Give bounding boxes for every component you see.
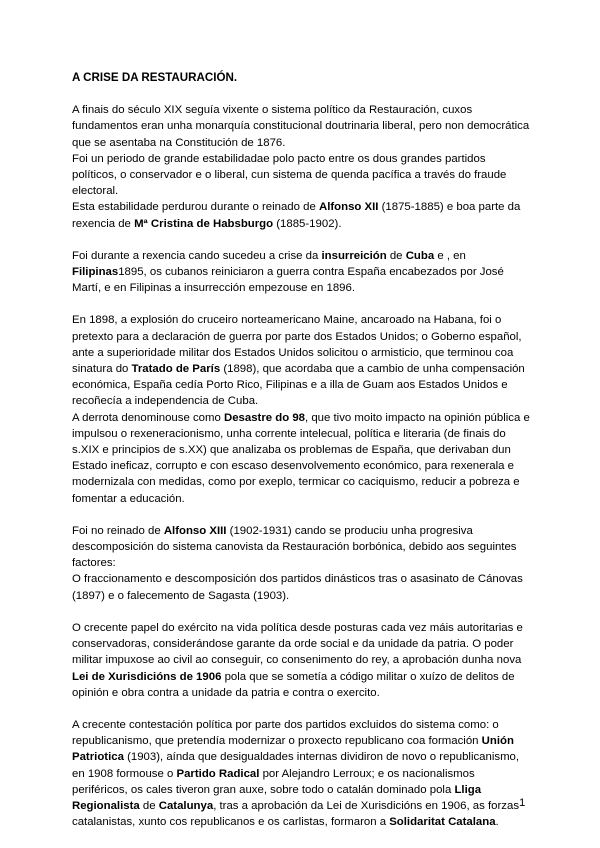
- bold-term: Cuba: [405, 249, 435, 262]
- paragraph-line: Foi un periodo de grande estabilidadae polo pacto entre os dous grandes partidos políticos, o conservador e o liberal, cun sistema de quenda pacífica a través do fraude electoral.: [72, 152, 507, 198]
- paragraph: [72, 523, 532, 604]
- paragraph-line: [72, 312, 532, 409]
- text-run: (1903), aínda que desigualdades internas dividiron de novo o republicanismo, en 1908 formouse o: [72, 751, 520, 780]
- page-number: 1: [519, 797, 526, 809]
- bold-term: Filipinas: [72, 266, 119, 279]
- text-run: Foi durante a rexencia cando sucedeu a crise da: [72, 249, 322, 262]
- document-body: [72, 70, 532, 846]
- bold-term: Partido Radical: [176, 767, 260, 780]
- text-run: , que tivo moito impacto na opinión pública e impulsou o rexeneracionismo, unha corrente intelecual, política e literaria (de finais do s.XIX e principios de s.XX) que analizaba os problemas de España, que derivaban dun Estado ineficaz, corrupto e con escaso desenvolvemento económico, para rexenerala e modernizala con medidas, como por exeplo, termicar co caciquismo, reducir a pobreza e fomentar a educación.: [72, 411, 530, 505]
- text-run: A derrota denominouse como: [72, 411, 224, 424]
- text-run: Esta estabilidade perdurou durante o reinado de: [72, 201, 319, 214]
- bold-term: Lliga Regionalista: [72, 783, 482, 812]
- paragraph-line: [72, 248, 532, 297]
- text-run: de: [386, 249, 406, 262]
- bold-term: Alfonso XIII: [163, 524, 227, 537]
- bold-term: Solidaritat Catalana: [389, 816, 496, 829]
- paragraph-line: [72, 410, 532, 507]
- paragraph: [72, 717, 532, 830]
- text-run: (1902-1931) cando se produciu unha progresiva descomposición do sistema canovista da Restauración borbónica, debido aos seguintes factores:: [72, 524, 517, 570]
- text-run: En 1898, a explosión do cruceiro norteamericano Maine, ancaroado na Habana, foi o pretexto para a declaración de guerra por parte dos Estados Unidos; o Goberno español, ante a superioridade militar dos Estados Unidos solicitou o armisticio, que terminou coa sinatura do: [72, 314, 522, 376]
- paragraphs-container: [72, 102, 532, 830]
- text-run: e , en: [434, 249, 466, 262]
- paragraph: [72, 248, 532, 297]
- text-run: A crecente contestación política por parte dos partidos excluidos do sistema como: o republicanismo, que pretendía modernizar o proxecto republicano coa formación: [72, 718, 499, 748]
- paragraph-line: [72, 717, 532, 830]
- text-run: por Alejandro Lerroux; e os nacionalismos periféricos, os cales tiveron gran auxe, sobre todo o catalán dominado pola: [72, 767, 475, 796]
- bold-term: Unión Patriotica: [72, 735, 514, 764]
- paragraph-line: [72, 199, 532, 231]
- text-run: Foi no reinado de: [72, 524, 164, 537]
- paragraph-line: [72, 620, 532, 701]
- text-run: de: [139, 799, 159, 812]
- text-run: 1895, os cubanos reiniciaron a guerra contra España encabezados por José Martí, e en Filipinas a insurrección empezouse en 1896.: [72, 266, 504, 295]
- text-run: .: [495, 816, 499, 829]
- text-run: O crecente papel do exército na vida política desde posturas cada vez máis autoritarias e conservadoras, considerándose garante da orde social e da unidade da patria. O poder militar impuxose ao civil ao conseguir, co consenimento do rey, a aprobación dunha nova: [72, 621, 523, 667]
- bold-term: Alfonso XII: [318, 201, 379, 214]
- bold-term: Catalunya: [158, 799, 214, 812]
- text-run: (1875-1885) e boa parte da rexencia de: [72, 201, 521, 230]
- paragraph: [72, 102, 532, 232]
- paragraph: [72, 620, 532, 701]
- bold-term: Desastre do 98: [223, 411, 306, 424]
- bold-term: Tratado de París: [131, 363, 221, 376]
- bold-term: Lei de Xurisdicións de 1906: [72, 670, 222, 683]
- text-run: (1885-1902).: [273, 217, 342, 230]
- bold-term: Mª Cristina de Habsburgo: [134, 217, 274, 230]
- text-run: , tras a aprobación da Lei de Xurisdicións en 1906, as forzas catalanistas, xunto cos republicanos e os carlistas, formaron a: [72, 799, 520, 829]
- paragraph-line: [72, 523, 532, 572]
- document-title: A CRISE DA RESTAURACIÓN.: [72, 71, 238, 84]
- paragraph-line: O fraccionamento e descomposición dos partidos dinásticos tras o asasinato de Cánovas (1897) e o falecemento de Sagasta (1903).: [72, 573, 523, 602]
- paragraph-line: A finais do século XIX seguía vixente o sistema político da Restauración, cuxos fundamentos eran unha monarquía constitucional doutrinaria liberal, pero non democrática que se asentaba na Constitución de 1876.: [72, 104, 530, 149]
- text-run: pola que se sometía a código militar o xuízo de delitos de opinión e obra contra a unidade da patria e contra o exercito.: [72, 670, 515, 699]
- bold-term: insurreición: [321, 249, 387, 262]
- text-run: (1898), que acordaba que a cambio de unha compensación económica, España cedía Porto Rico, Filipinas e a illa de Guam aos Estados Unidos e recoñecía a independencia de Cuba.: [72, 363, 525, 408]
- paragraph: [72, 312, 532, 506]
